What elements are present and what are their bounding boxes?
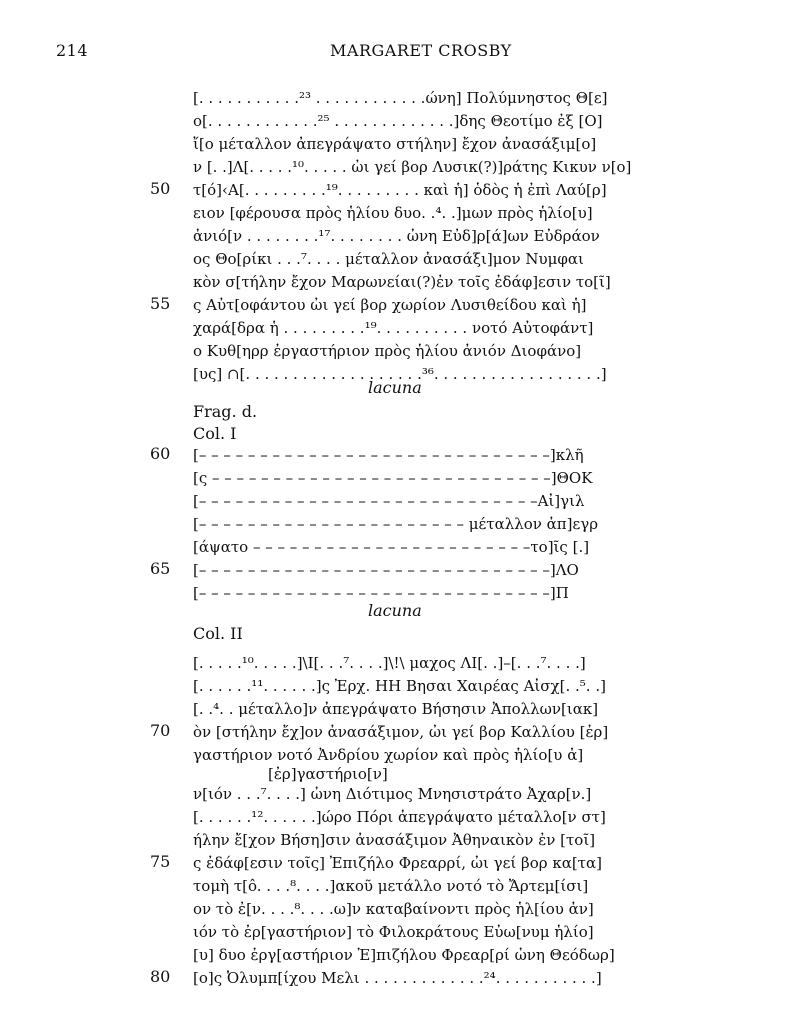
text-line: [υ] δυο ἐργ[αστήριον Ἐ]πιζήλου Φρεαρ[ρί ὠνη Θεόδωρ] xyxy=(193,946,615,964)
text-line: ἀνιό[ν . . . . . . . .¹⁷. . . . . . . . ὠνη Εὐδ]ρ[ά]ων Εὐδράον xyxy=(193,227,600,245)
text-line: [υς] ∩[. . . . . . . . . . . . . . . . . . .³⁶. . . . . . . . . . . . . . . . . .] xyxy=(193,365,607,383)
text-line: [– – – – – – – – – – – – – – – – – – – – – – – – – – – – –]κλῆ xyxy=(193,446,584,464)
text-line: [άψατο – – – – – – – – – – – – – – – – – – – – – – –το]ῖς [.] xyxy=(193,538,590,556)
lacuna-label: lacuna xyxy=(368,601,422,620)
text-line: ος Θο[ρίκι . . .⁷. . . . μέταλλον ἀνασάξι]μον Νυμφαι xyxy=(193,250,584,268)
line-number: 80 xyxy=(150,967,171,986)
text-line: ν[ιόν . . .⁷. . . .] ὠνη Διότιμος Μνησιστράτο Ἀχαρ[ν.] xyxy=(193,785,592,803)
text-line: ιόν τὸ ἐρ[γαστήριον] τὸ Φιλοκράτους Εὐω[νυμ ἡλίο] xyxy=(193,923,594,941)
text-line: [. . . . . . . . . . .²³ . . . . . . . . . . . .ώνη] Πολύμνηστος Θ[ε] xyxy=(193,89,608,107)
line-number: 50 xyxy=(150,179,171,198)
text-line: ο[. . . . . . . . . . . .²⁵ . . . . . . . . . . . . .]δης Θεοτίμο ἐξ [Ο] xyxy=(193,112,603,130)
text-line: κὸν σ[τήλην ἔχον Μαρωνείαι(?)ἐν τοῖς ἐδάφ]εσιν το[ῖ] xyxy=(193,273,611,291)
line-number: 70 xyxy=(150,721,171,740)
page-number: 214 xyxy=(56,41,89,60)
text-line-interlinear: [ἐρ]γαστήριο[ν] xyxy=(268,765,388,783)
text-line: ον τὸ ἐ[ν. . . .⁸. . . .ω]ν καταβαίνοντι πρὸς ἡλ[ίου ἀν] xyxy=(193,900,594,918)
text-line: [– – – – – – – – – – – – – – – – – – – – – – – – – – – – –]ΛΟ xyxy=(193,561,579,579)
fragment-label: Frag. d. xyxy=(193,402,258,421)
text-line: [– – – – – – – – – – – – – – – – – – – – – – – – – – – –Αἰ]γιλ xyxy=(193,492,585,510)
text-line: [. . . . . .¹². . . . . .]ώρο Πόρι ἀπεγράψατο μέταλλο[ν στ] xyxy=(193,808,606,826)
text-line: ς Αὐτ[οφάντου ὠι γεί βορ χωρίον Λυσιθείδου καὶ ἡ] xyxy=(193,296,587,314)
text-line: [. . . . . .¹¹. . . . . .]ς Ἐρχ. ΗΗ Βησαι Χαιρέας Αἰσχ[. .⁵. .] xyxy=(193,677,606,695)
text-line: τ[ό]‹Α[. . . . . . . . .¹⁹. . . . . . . . . καὶ ἡ] ὁδὸς ἡ ἐπὶ Λαύ[ρ] xyxy=(193,181,607,199)
column-label: Col. I xyxy=(193,424,237,443)
text-line: γαστήριον νοτό Ἀνδρίου χωρίον καὶ πρὸς ἡλίο[υ ἀ] xyxy=(193,746,584,764)
text-line: ο Κυθ[ηρρ ἐργαστήριον πρὸς ἡλίου ἀνιόν Διοφάνο] xyxy=(193,342,582,360)
running-head: MARGARET CROSBY xyxy=(330,41,512,60)
column-label: Col. II xyxy=(193,624,243,643)
lacuna-label: lacuna xyxy=(368,378,422,397)
line-number: 75 xyxy=(150,852,171,871)
line-number: 55 xyxy=(150,294,171,313)
text-line: [– – – – – – – – – – – – – – – – – – – – – – – – – – – – –]Π xyxy=(193,584,569,602)
text-line: ν [. .]Λ[. . . . .¹⁰. . . . . ὠι γεί βορ Λυσικ(?)]ράτης Κικυν ν[ο] xyxy=(193,158,632,176)
line-number: 60 xyxy=(150,444,171,463)
text-line: ήλην ἔ[χον Βήση]σιν ἀνασάξιμον Ἀθηναικὸν ἐν [τοῖ] xyxy=(193,831,596,849)
text-line: [– – – – – – – – – – – – – – – – – – – – – – μέταλλον ἀπ]εγρ xyxy=(193,515,599,533)
line-number: 65 xyxy=(150,559,171,578)
text-line: χαρά[δρα ἡ . . . . . . . . .¹⁹. . . . . . . . . . νοτό Αὐτοφάντ] xyxy=(193,319,594,337)
text-line: τομὴ τ[ô. . . .⁸. . . .]ακοῦ μετάλλο νοτό τὸ Ἄρτεμ[ίσι] xyxy=(193,877,589,895)
text-line: ἴ[ο μέταλλον ἀπεγράψατο στήλην] ἔχον ἀνασάξιμ[ο] xyxy=(193,135,597,153)
text-line: [. .⁴. . μέταλλο]ν ἀπεγράψατο Βήσησιν Ἀπολλων[ιακ] xyxy=(193,700,599,718)
text-line: [ο]ς Ὀλυμπ[ίχου Μελι . . . . . . . . . . . . .²⁴. . . . . . . . . . .] xyxy=(193,969,602,987)
text-line: [. . . . .¹⁰. . . . .]\Ι[. . .⁷. . . .]\!\ μαχος ΛΙ[. .]–[. . .⁷. . . .] xyxy=(193,654,586,672)
text-line: [ς – – – – – – – – – – – – – – – – – – – – – – – – – – – –]ΘΟΚ xyxy=(193,469,593,487)
text-line: ὸν [στήλην ἔχ]ον ἀνασάξιμον, ὠι γεί βορ Καλλίου [ἐρ] xyxy=(193,723,609,741)
text-line: ειον [φέρουσα πρὸς ἡλίου δυο. .⁴. .]μων πρὸς ἡλίο[υ] xyxy=(193,204,593,222)
text-line: ς ἐδάφ[εσιν τοῖς] Ἐπιζήλο Φρεαρρί, ὠι γεί βορ κα[τα] xyxy=(193,854,602,872)
